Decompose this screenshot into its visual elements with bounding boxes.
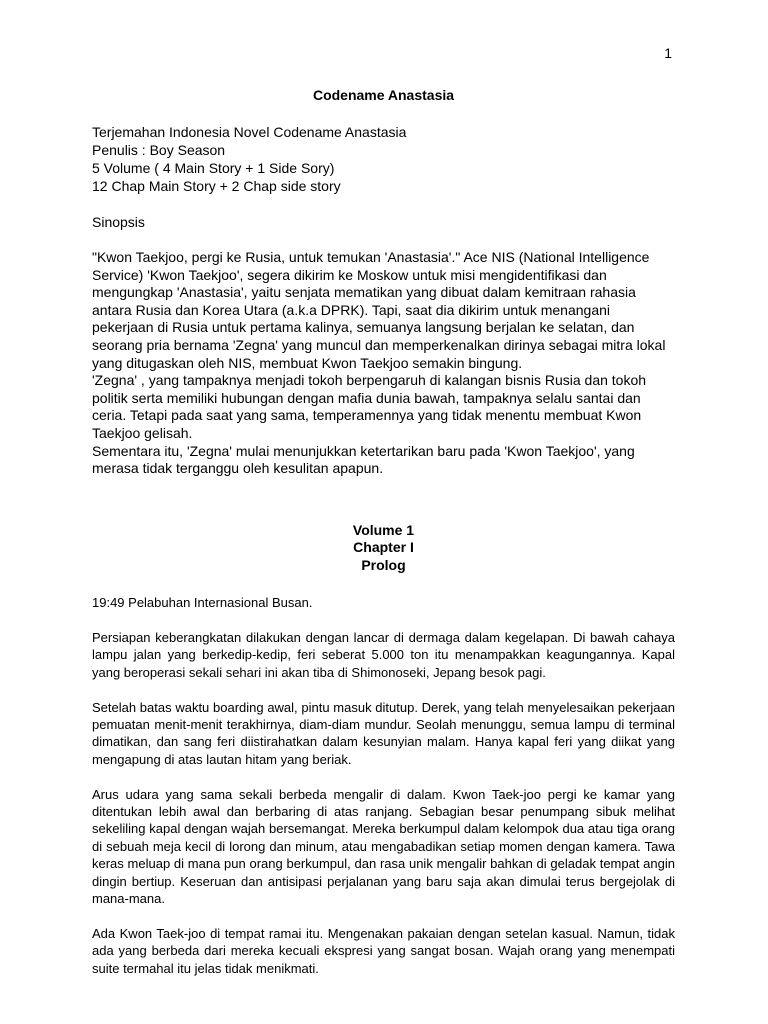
synopsis-paragraph: "Kwon Taekjoo, pergi ke Rusia, untuk temukan 'Anastasia'." Ace NIS (National Intelligence Service) 'Kwon Taekjoo', segera dikirim ke Moskow untuk misi mengidentifikasi dan mengungkap 'Anastasia', yaitu senjata mematikan yang dibuat dalam kemitraan rahasia antara Rusia dan Korea Utara (a.k.a DPRK). Tapi, saat dia dikirim untuk menangani pekerjaan di Rusia untuk pertama kalinya, semuanya langsung berjalan ke selatan, dan seorang pria bernama 'Zegna' yang muncul dan memperkenalkan dirinya sebagai mitra lokal yang ditugaskan oleh NIS, membuat Kwon Taekjoo semakin bingung. (92, 249, 666, 371)
scene-heading: 19:49 Pelabuhan Internasional Busan. (92, 595, 313, 611)
intro-block (92, 123, 675, 195)
synopsis-paragraph: 'Zegna' , yang tampaknya menjadi tokoh berpengaruh di kalangan bisnis Rusia dan tokoh politik serta memiliki hubungan dengan mafia dunia bawah, tampaknya selalu santai dan ceria. Tetapi pada saat yang sama, temperamennya yang tidak menentu membuat Kwon Taekjoo gelisah. (92, 372, 647, 441)
volume-title: Volume 1 (352, 521, 415, 538)
intro-line-translation: Terjemahan Indonesia Novel Codename Anastasia (92, 124, 407, 140)
body-paragraph: Arus udara yang sama sekali berbeda mengalir di dalam. Kwon Taek-joo pergi ke kamar yang ditentukan lebih awal dan berbaring di atas ranjang. Sebagian besar penumpang sibuk melihat sekeliling kapal dengan wajah bersemangat. Mereka berkumpul dalam kelompok dua atau tiga orang di sebuah meja kecil di lorong dan minum, atau mengabadikan setiap momen dengan kamera. Tawa keras meluap di mana pun orang berkumpul, dan rasa unik mengalir bahkan di geladak tempat angin dingin bertiup. Keseruan dan antisipasi perjalanan yang baru saja akan dimulai terus bergejolak di mana-mana. (92, 786, 675, 907)
intro-line-chapters: 12 Chap Main Story + 2 Chap side story (92, 178, 341, 194)
intro-line-author: Penulis : Boy Season (92, 142, 226, 158)
body-paragraph: Ada Kwon Taek-joo di tempat ramai itu. Mengenakan pakaian dengan setelan kasual. Namun, tidak ada yang berbeda dari mereka kecuali ekspresi yang sangat bosan. Wajah orang yang menempati suite termahal itu jelas tidak menikmati. (92, 925, 675, 976)
synopsis-paragraph: Sementara itu, 'Zegna' mulai menunjukkan ketertarikan baru pada 'Kwon Taekjoo', yang merasa tidak terganggu oleh kesulitan apapun. (92, 442, 635, 477)
document-body (92, 86, 675, 994)
chapter-name: Prolog (361, 556, 406, 573)
body-paragraph: Setelah batas waktu boarding awal, pintu masuk ditutup. Derek, yang telah menyelesaikan pekerjaan pemuatan menit-menit terakhirnya, diam-diam mundur. Seolah menunggu, semua lampu di terminal dimatikan, dan sang feri diistirahatkan dalam kesunyian malam. Hanya kapal feri yang diikat yang mengapung di atas lautan hitam yang beriak. (92, 699, 675, 767)
chapter-title: Chapter I (353, 539, 414, 556)
chapter-text (92, 594, 675, 977)
document-title: Codename Anastasia (312, 87, 455, 103)
synopsis-heading: Sinopsis (92, 214, 145, 230)
page-number: 1 (664, 45, 672, 61)
chapter-heading (92, 522, 675, 575)
intro-line-volumes: 5 Volume ( 4 Main Story + 1 Side Sory) (92, 160, 335, 176)
synopsis-block (92, 249, 675, 478)
body-paragraph: Persiapan keberangkatan dilakukan dengan lancar di dermaga dalam kegelapan. Di bawah cahaya lampu jalan yang berkedip-kedip, feri seberat 5.000 ton itu menampakkan keagungannya. Kapal yang beroperasi sekali sehari ini akan tiba di Shimonoseki, Jepang besok pagi. (92, 630, 675, 680)
